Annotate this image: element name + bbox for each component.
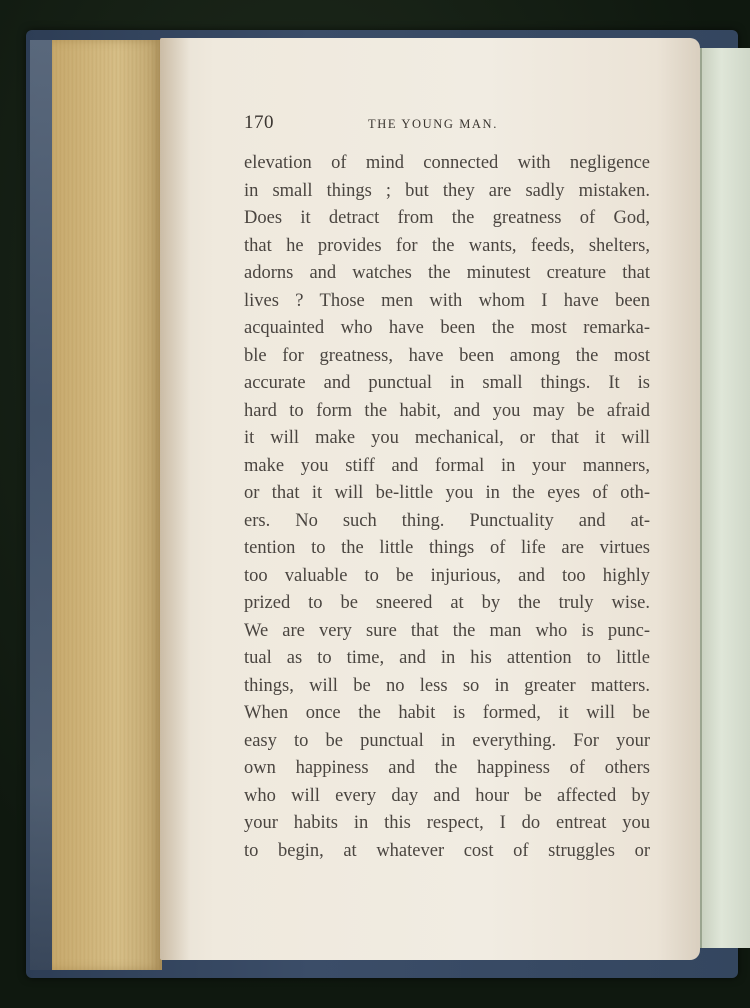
text-line: We are very sure that the man who is punc- xyxy=(244,620,650,641)
text-line: your habits in this respect, I do entreat you xyxy=(244,813,650,833)
facing-page-edge xyxy=(700,48,750,948)
text-line: Does it detract from the greatness of God, xyxy=(244,208,650,228)
running-head: THE YOUNG MAN. xyxy=(368,117,498,131)
text-line: easy to be punctual in everything. For your xyxy=(244,730,650,751)
text-line: hard to form the habit, and you may be afraid xyxy=(244,400,650,421)
text-line: acquainted who have been the most remarka- xyxy=(244,318,650,338)
cover-spine-edge xyxy=(30,40,54,970)
page-header xyxy=(244,112,654,140)
page-edges-shading xyxy=(52,40,162,970)
text-line: When once the habit is formed, it will be xyxy=(244,703,650,723)
text-line: tual as to time, and in his attention to little xyxy=(244,648,650,668)
text-line: accurate and punctual in small things. It is xyxy=(244,373,650,393)
text-line: or that it will be-little you in the eyes of oth- xyxy=(244,483,650,503)
body-text xyxy=(244,150,650,865)
text-line: adorns and watches the minutest creature that xyxy=(244,263,650,283)
text-line: to begin, at whatever cost of struggles or xyxy=(244,840,650,861)
text-line: too valuable to be injurious, and too highly xyxy=(244,565,650,586)
text-line: lives ? Those men with whom I have been xyxy=(244,290,650,311)
text-line: it will make you mechanical, or that it will xyxy=(244,428,650,448)
text-line: who will every day and hour be affected by xyxy=(244,785,650,806)
text-line: ers. No such thing. Punctuality and at- xyxy=(244,510,650,531)
text-line: things, will be no less so in greater matters. xyxy=(244,675,650,696)
text-line: tention to the little things of life are virtues xyxy=(244,538,650,558)
page-number: 170 xyxy=(244,112,274,133)
text-line: own happiness and the happiness of others xyxy=(244,758,650,778)
text-line: prized to be sneered at by the truly wise. xyxy=(244,593,650,613)
text-line: ble for greatness, have been among the most xyxy=(244,345,650,366)
page-gutter-shadow xyxy=(160,38,190,960)
text-line: elevation of mind connected with negligence xyxy=(244,153,650,173)
text-line: that he provides for the wants, feeds, shelters, xyxy=(244,235,650,256)
text-line: in small things ; but they are sadly mistaken. xyxy=(244,180,650,201)
text-line: make you stiff and formal in your manners, xyxy=(244,455,650,476)
